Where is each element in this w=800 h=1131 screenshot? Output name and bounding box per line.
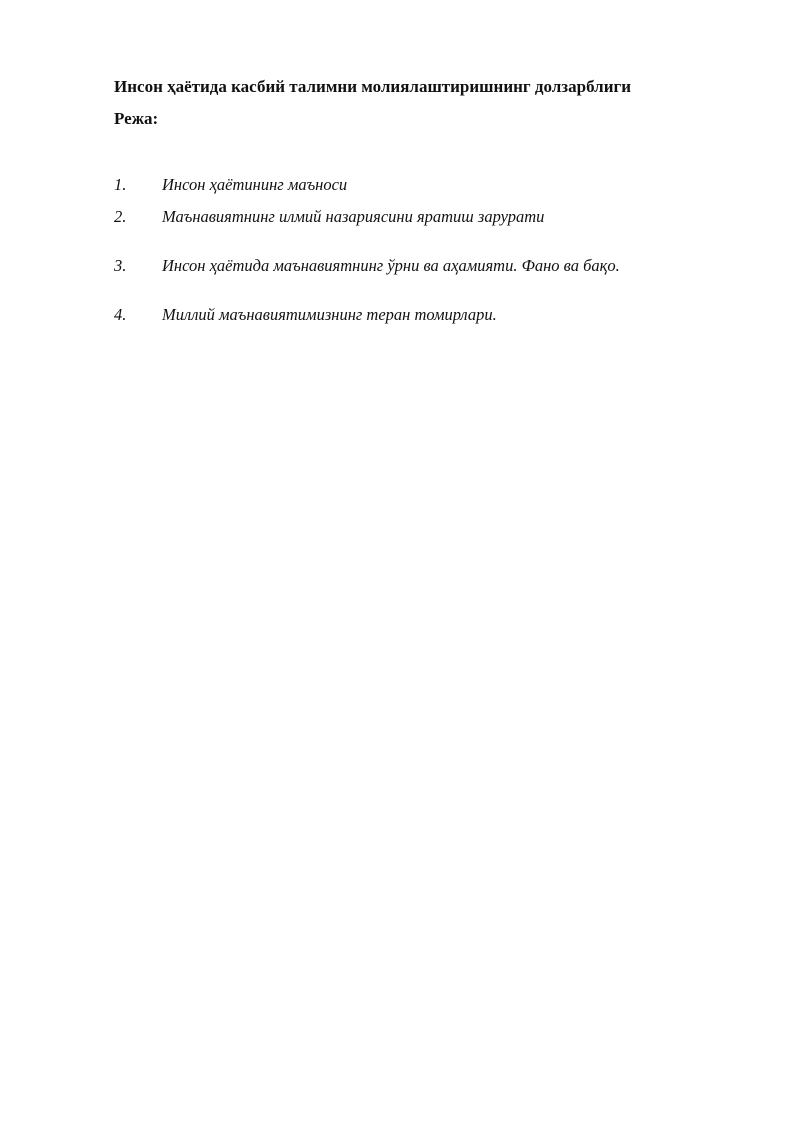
plan-item [114, 304, 754, 326]
plan-list [114, 174, 754, 326]
plan-item-text: Миллий маънавиятимизнинг теран томирлари. [162, 305, 497, 324]
plan-item [114, 255, 754, 277]
plan-item-number: 2. [114, 207, 127, 226]
plan-item-text: Маънавиятнинг илмий назариясини яратиш зарурати [162, 207, 545, 226]
plan-item-number: 1. [114, 175, 127, 194]
plan-item [114, 174, 754, 196]
plan-heading: Режа: [114, 109, 159, 128]
plan-item-number: 4. [114, 305, 127, 324]
plan-item-number: 3. [114, 256, 127, 275]
plan-item [114, 206, 754, 228]
document-title: Инсон ҳаётида касбий талимни молиялаштиришнинг долзарблиги [114, 77, 632, 96]
document-page [114, 76, 754, 324]
plan-item-text: Инсон ҳаётида маънавиятнинг ўрни ва аҳамияти. Фано ва бақо. [162, 256, 620, 275]
plan-item-text: Инсон ҳаётининг маъноси [162, 175, 348, 194]
